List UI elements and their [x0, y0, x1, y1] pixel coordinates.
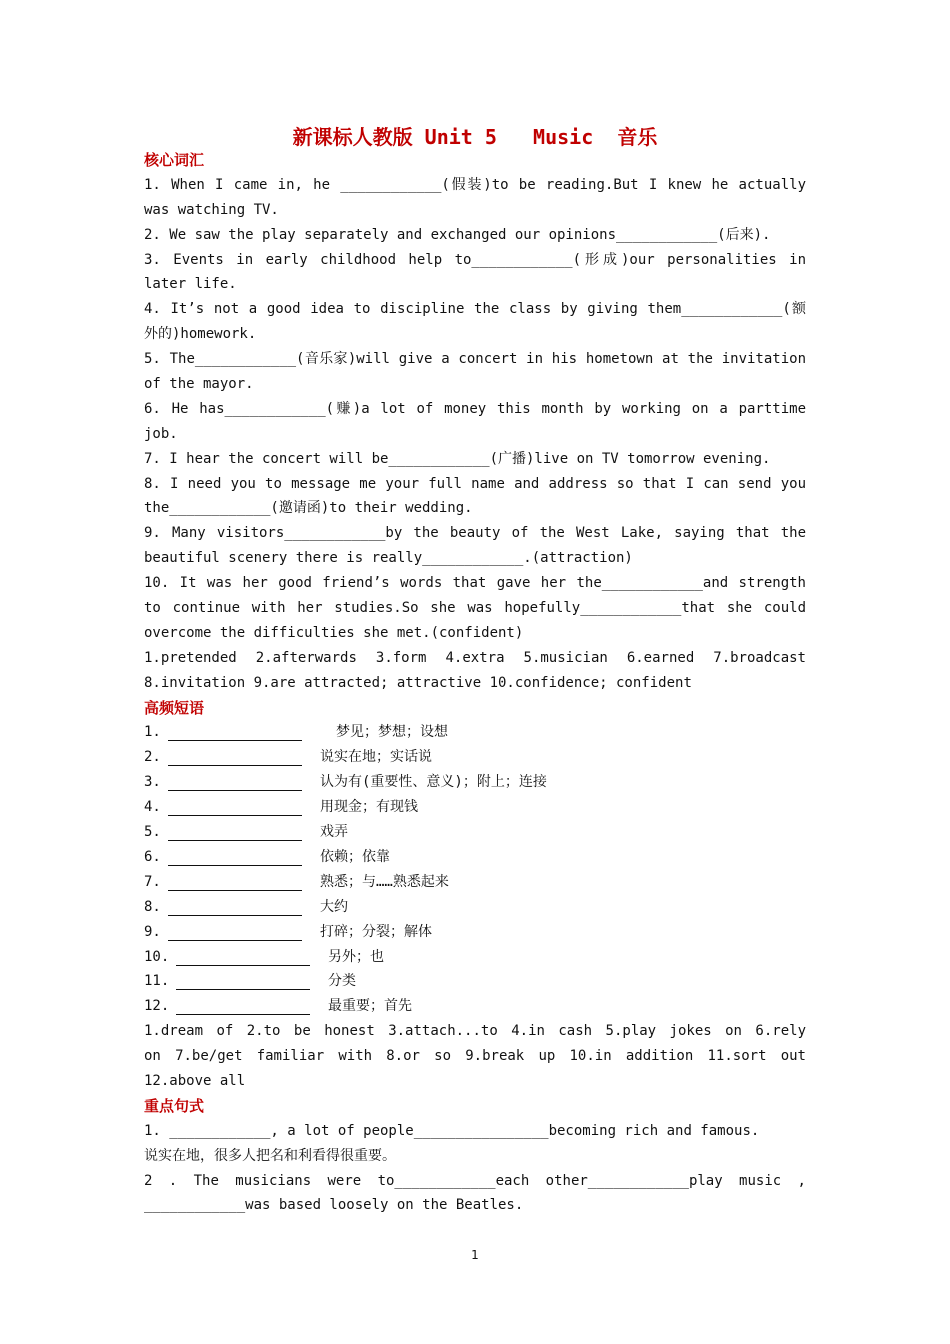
- vocab-line: 5. The____________(音乐家)will give a concert in his hometown at the invitation: [144, 351, 806, 368]
- phrase-row: [144, 994, 806, 1019]
- phrase-blank[interactable]: [168, 923, 302, 941]
- phrase-row: [144, 770, 806, 795]
- phrase-meaning: 依赖；依靠: [320, 848, 390, 865]
- phrase-blank[interactable]: [168, 848, 302, 866]
- phrase-row: [144, 969, 806, 994]
- phrase-row: [144, 920, 806, 945]
- phrase-meaning: 分类: [328, 973, 356, 990]
- phrase-answer-line: 1.dream of 2.to be honest 3.attach...to 4.in cash 5.play jokes on 6.rely: [144, 1023, 806, 1040]
- phrase-row: [144, 870, 806, 895]
- vocab-line: 1. When I came in, he ____________(假装)to be reading.But I knew he actually: [144, 176, 806, 193]
- vocab-line: 9. Many visitors____________by the beauty of the West Lake, saying that the: [144, 525, 806, 542]
- phrase-number: 4.: [144, 799, 161, 816]
- phrase-blank[interactable]: [176, 997, 310, 1015]
- sentence-line: ____________was based loosely on the Beatles.: [144, 1197, 524, 1214]
- phrase-meaning: 戏弄: [320, 824, 348, 841]
- vocab-heading: 核心词汇: [144, 151, 205, 169]
- phrase-row: [144, 745, 806, 770]
- phrase-blank[interactable]: [168, 823, 302, 841]
- vocab-line: 10. It was her good friend’s words that gave her the____________and strength: [144, 575, 806, 592]
- phrase-meaning: 大约: [320, 898, 348, 915]
- phrase-meaning: 最重要；首先: [328, 998, 412, 1015]
- sentence-line: 1. ____________, a lot of people________________becoming rich and famous.: [144, 1122, 760, 1139]
- phrase-blank[interactable]: [168, 773, 302, 791]
- page-title: 新课标人教版 Unit 5 Music 音乐: [292, 125, 658, 149]
- phrase-number: 6.: [144, 848, 161, 865]
- sentence-translation: 说实在地，很多人把名和利看得很重要。: [144, 1147, 396, 1164]
- phrase-blank[interactable]: [176, 972, 310, 990]
- content: [144, 148, 806, 1218]
- vocab-line: 7. I hear the concert will be____________(广播)live on TV tomorrow evening.: [144, 450, 771, 467]
- phrase-meaning: 熟悉；与……熟悉起来: [320, 873, 449, 890]
- phrase-number: 1.: [144, 724, 161, 741]
- phrase-blank[interactable]: [176, 948, 310, 966]
- vocab-line: 外的)homework.: [144, 326, 257, 343]
- phrase-meaning: 打碎；分裂；解体: [320, 923, 432, 940]
- phrase-meaning: 认为有(重要性、意义)；附上；连接: [320, 774, 547, 791]
- phrase-number: 3.: [144, 774, 161, 791]
- vocab-answer-line: 8.invitation 9.are attracted; attractive 10.confidence; confident: [144, 674, 692, 691]
- phrase-meaning: 用现金；有现钱: [320, 799, 418, 816]
- vocab-line: later life.: [144, 276, 237, 293]
- vocab-line: 2. We saw the play separately and exchanged our opinions____________(后来).: [144, 226, 771, 243]
- vocab-line: 4. It’s not a good idea to discipline the class by giving them____________(额: [144, 301, 806, 318]
- phrase-row: [144, 945, 806, 970]
- phrase-number: 11.: [144, 973, 170, 990]
- phrase-meaning: 说实在地；实话说: [320, 749, 432, 766]
- phrase-row: [144, 720, 806, 745]
- vocab-line: to continue with her studies.So she was hopefully____________that she could: [144, 600, 806, 617]
- vocab-line: job.: [144, 425, 178, 442]
- vocab-line: beautiful scenery there is really____________.(attraction): [144, 550, 633, 567]
- phrase-blank[interactable]: [168, 898, 302, 916]
- phrase-meaning: 另外；也: [328, 948, 384, 965]
- vocab-answer-line: 1.pretended 2.afterwards 3.form 4.extra 5.musician 6.earned 7.broadcast: [144, 649, 806, 666]
- phrase-number: 9.: [144, 923, 161, 940]
- vocab-line: of the mayor.: [144, 376, 254, 393]
- phrase-answer-line: 12.above all: [144, 1072, 246, 1089]
- vocab-line: 3. Events in early childhood help to____________(形成)our personalities in: [144, 251, 806, 268]
- page-number: 1: [471, 1248, 479, 1262]
- vocab-line: 8. I need you to message me your full name and address so that I can send you: [144, 475, 806, 492]
- phrase-meaning: 梦见；梦想；设想: [336, 724, 448, 741]
- sentences-heading: 重点句式: [144, 1096, 205, 1115]
- phrases-heading: 高频短语: [144, 698, 205, 717]
- phrase-number: 2.: [144, 749, 161, 766]
- phrase-row: [144, 820, 806, 845]
- phrase-number: 8.: [144, 898, 161, 915]
- phrase-row: [144, 795, 806, 820]
- phrase-blank[interactable]: [168, 798, 302, 816]
- phrase-blank[interactable]: [168, 723, 302, 741]
- phrase-blank[interactable]: [168, 873, 302, 891]
- phrase-number: 10.: [144, 948, 170, 965]
- vocab-line: overcome the difficulties she met.(confident): [144, 624, 524, 641]
- vocab-line: was watching TV.: [144, 201, 279, 218]
- phrase-number: 12.: [144, 998, 170, 1015]
- sentence-line: 2 . The musicians were to____________each other____________play music ,: [144, 1172, 806, 1189]
- phrase-row: [144, 895, 806, 920]
- vocab-line: 6. He has____________(赚)a lot of money this month by working on a parttime: [144, 400, 806, 417]
- phrase-blank[interactable]: [168, 748, 302, 766]
- phrase-number: 7.: [144, 873, 161, 890]
- phrase-row: [144, 845, 806, 870]
- phrase-answer-line: on 7.be/get familiar with 8.or so 9.break up 10.in addition 11.sort out: [144, 1048, 806, 1065]
- vocab-line: the____________(邀请函)to their wedding.: [144, 500, 473, 517]
- phrase-number: 5.: [144, 824, 161, 841]
